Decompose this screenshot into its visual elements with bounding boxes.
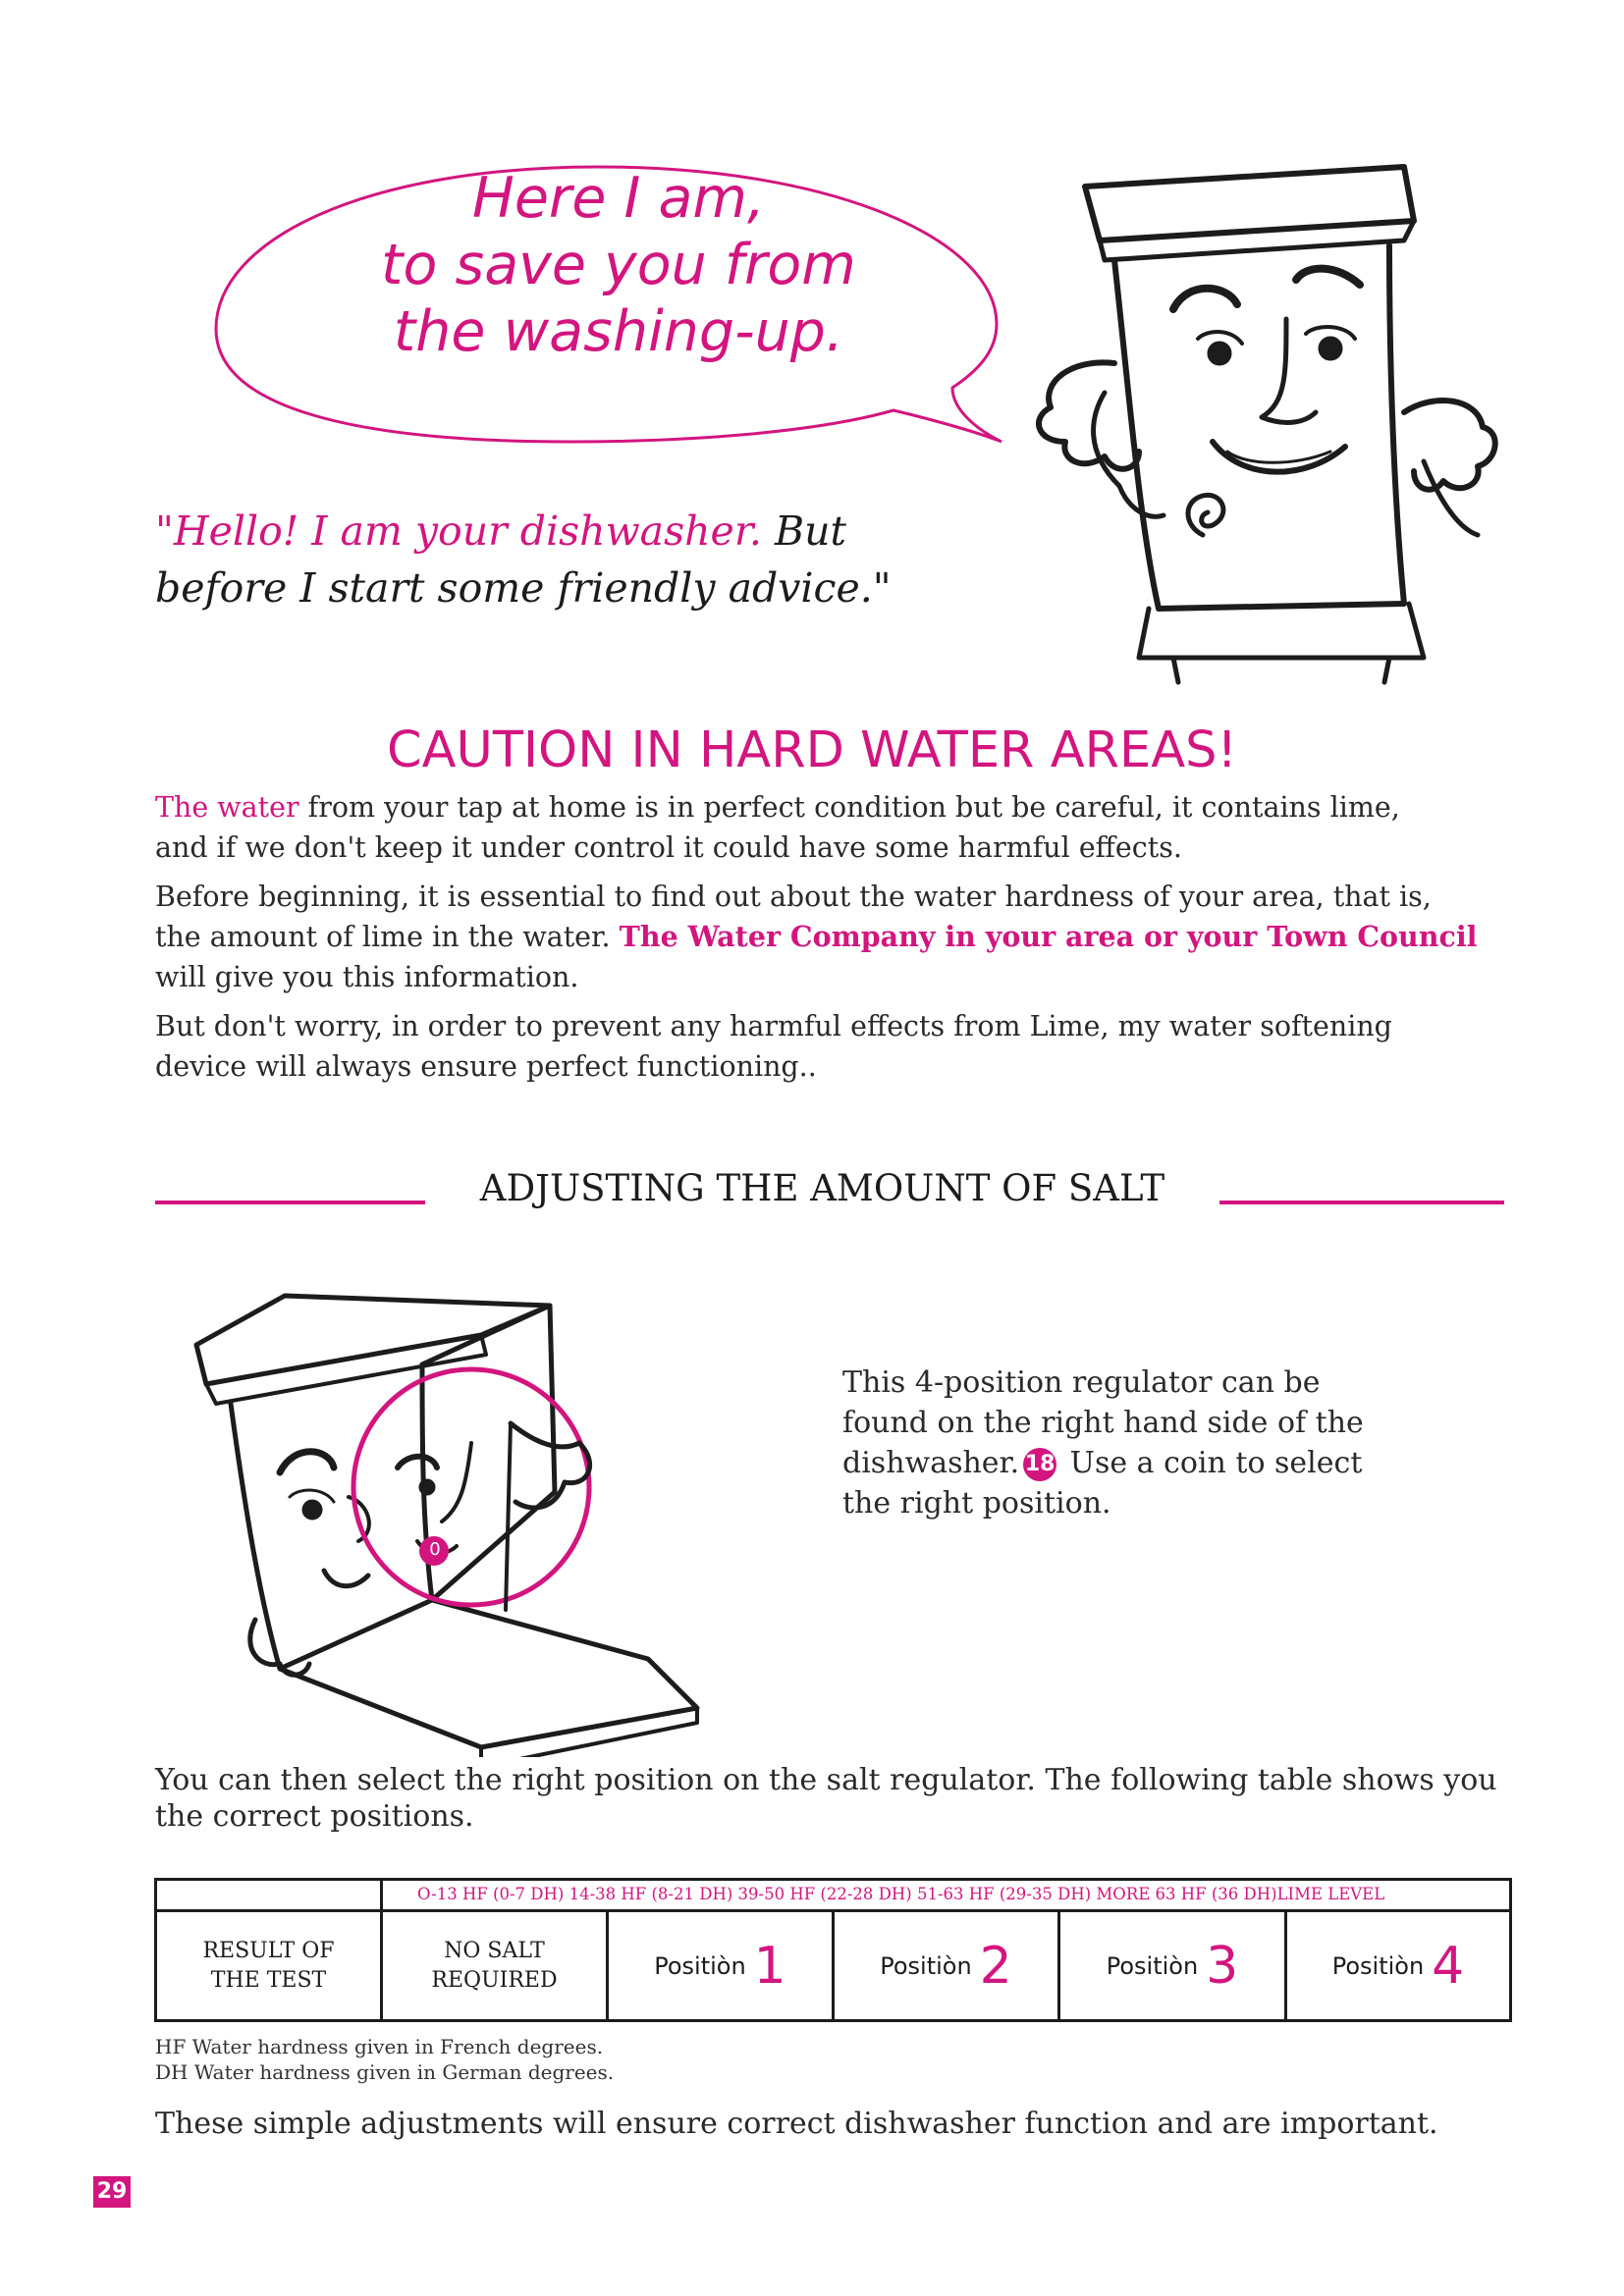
greeting-line2: before I start some friendly advice." [155,564,892,612]
caution-title: CAUTION IN HARD WATER AREAS! [387,721,1237,779]
position-cell [609,1912,832,2019]
paragraph-hardness [155,877,1530,997]
dial-label: 0 [429,1539,441,1560]
p1-line2: and if we don't keep it under control it could have some harmful effects. [155,831,1182,864]
result-line: RESULT OF [202,1938,335,1963]
position-cell [835,1912,1057,2019]
footnote-hf: HF Water hardness given in French degrees. [155,2035,604,2058]
position-number: 4 [1432,1936,1465,1996]
reg-line1: This 4-position regulator can be [842,1365,1321,1400]
p2-line3: will give you this information. [155,961,579,993]
no-salt-line: REQUIRED [431,1967,558,1993]
position-label: Positiòn [654,1951,746,1980]
p3-line1: But don't worry, in order to prevent any harmful effects from Lime, my water softening [155,1010,1392,1042]
position-label: Positiòn [1106,1951,1199,1980]
position-label: Positiòn [1331,1951,1425,1980]
greeting-pink: "Hello! I am your dishwasher. [155,507,762,555]
p3-line2: device will always ensure perfect functioning.. [155,1050,817,1083]
p1-line1: from your tap at home is in perfect condition but be careful, it contains lime, [298,791,1400,824]
greeting [155,503,1039,616]
position-number: 2 [979,1936,1012,1996]
heading-rule-left [155,1201,425,1204]
position-cell [1287,1912,1509,2019]
dishwasher-mascot-illustration [992,147,1512,697]
no-salt-line: NO SALT [444,1938,545,1963]
result-of-test-cell [157,1912,380,2019]
position-label: Positiòn [880,1951,972,1980]
salt-heading-text: ADJUSTING THE AMOUNT OF SALT [479,1166,1165,1209]
salt-position-table [154,1878,1512,2022]
reg-line3-start: dishwasher. [842,1446,1020,1480]
select-line2: the correct positions. [155,1799,474,1834]
page-number: 29 [93,2176,131,2208]
no-salt-cell [383,1912,606,2019]
bubble-text [324,165,913,365]
part-number-badge: 18 [1023,1448,1056,1481]
position-number: 3 [1206,1936,1239,1996]
paragraph-softener [155,1006,1530,1087]
position-number: 1 [753,1936,786,1996]
bubble-line: Here I am, [471,166,766,231]
water-company-highlight: The Water Company in your area or your Town Council [619,920,1478,953]
footnotes [155,2034,1039,2085]
heading-rule-right [1219,1201,1504,1204]
lime-level-header: O-13 HF (0-7 DH) 14-38 HF (8-21 DH) 39-50 HF (22-28 DH) 51-63 HF (29-35 DH) MORE 63 HF (36 DH)LIME LEVEL [417,1885,1385,1903]
position-cell [1060,1912,1284,2019]
regulator-location-illustration [187,1276,717,1757]
bubble-line: the washing-up. [393,299,844,364]
footnote-dh: DH Water hardness given in German degrees. [155,2060,615,2084]
select-position-text [155,1762,1549,1835]
closing-sentence: These simple adjustments will ensure correct dishwasher function and are important. [155,2107,1438,2141]
water-lead: The water [155,791,299,824]
result-line: THE TEST [210,1967,327,1993]
greeting-dark: But [761,507,846,555]
p2-line2-start: the amount of lime in the water. [155,921,620,953]
reg-line2: found on the right hand side of the [842,1406,1364,1440]
salt-section-heading [155,1158,1504,1217]
select-line1: You can then select the right position on the salt regulator. The following table shows you [155,1763,1497,1797]
reg-line4: the right position. [842,1486,1111,1521]
reg-line3-end: Use a coin to select [1060,1446,1363,1480]
p2-line1: Before beginning, it is essential to find out about the water hardness of your area, that is, [155,881,1432,913]
bubble-line: to save you from [381,233,856,297]
paragraph-water [155,787,1530,868]
regulator-description [842,1362,1451,1523]
